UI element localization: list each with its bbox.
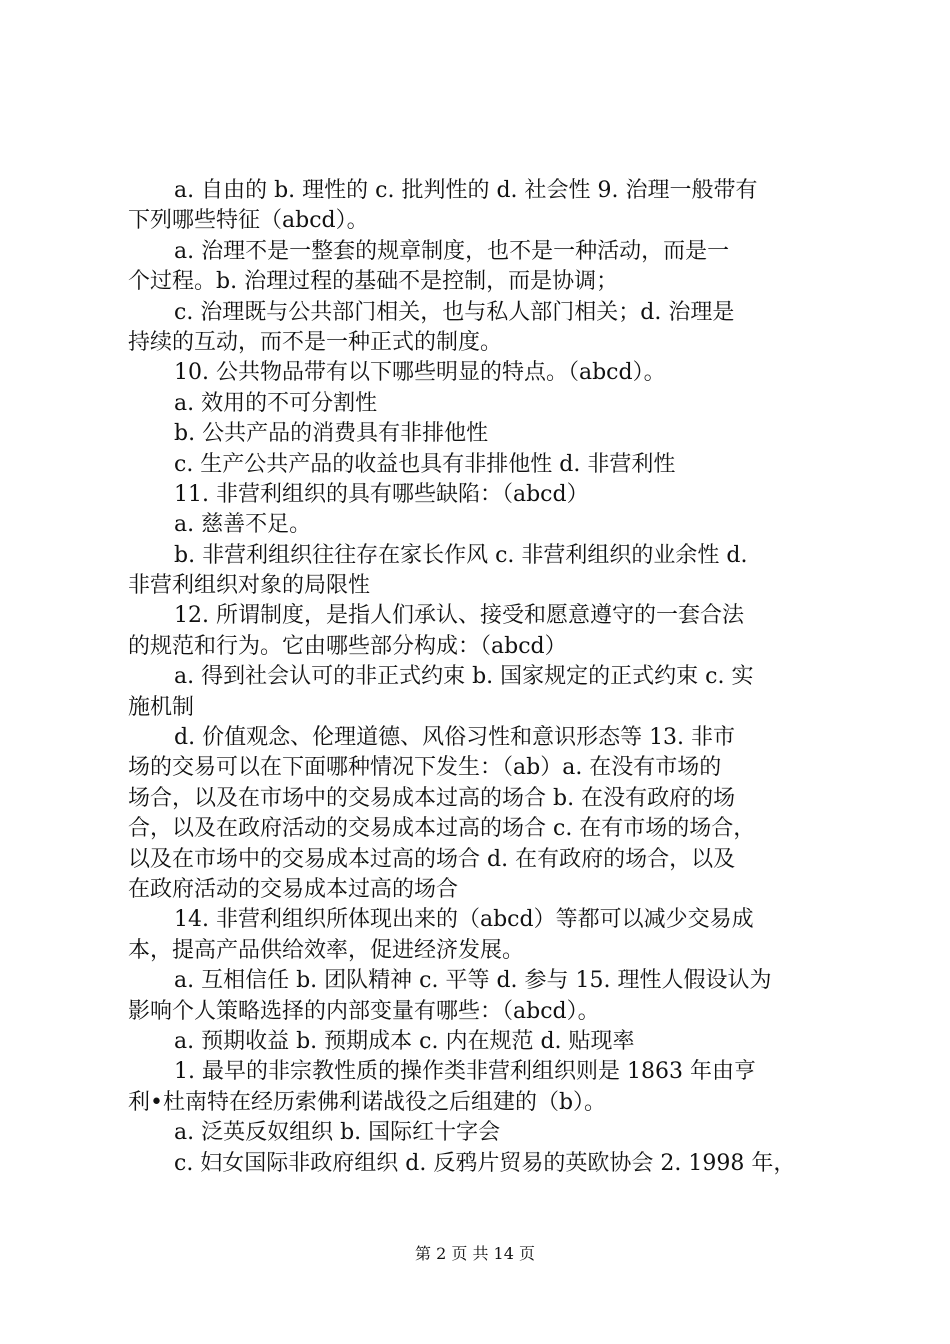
text-line: a. 泛英反奴组织 b. 国际红十字会 — [174, 1120, 501, 1146]
text-line: b. 非营利组织往往存在家长作风 c. 非营利组织的业余性 d. — [174, 542, 748, 568]
text-line: 以及在市场中的交易成本过高的场合 d. 在有政府的场合，以及 — [128, 846, 736, 872]
text-line: 14. 非营利组织所体现出来的（abcd）等都可以减少交易成 — [174, 907, 754, 933]
text-line: 11. 非营利组织的具有哪些缺陷：（abcd） — [174, 481, 589, 507]
text-line: c. 生产公共产品的收益也具有非排他性 d. 非营利性 — [174, 451, 676, 477]
text-line: a. 治理不是一整套的规章制度，也不是一种活动，而是一 — [174, 238, 730, 264]
text-line: 1. 最早的非宗教性质的操作类非营利组织则是 1863 年由亨 — [174, 1059, 756, 1085]
text-line: 的规范和行为。它由哪些部分构成：（abcd） — [128, 633, 567, 659]
text-line: b. 公共产品的消费具有非排他性 — [174, 421, 489, 447]
text-line: a. 慈善不足。 — [174, 512, 312, 538]
text-line: d. 价值观念、伦理道德、风俗习性和意识形态等 13. 非市 — [174, 725, 736, 751]
text-line: a. 效用的不可分割性 — [174, 390, 378, 416]
text-line: 利•杜南特在经历索佛利诺战役之后组建的（b）。 — [128, 1089, 607, 1115]
text-line: 非营利组织对象的局限性 — [128, 573, 371, 599]
document-body — [128, 176, 834, 1179]
text-line: 个过程。b. 治理过程的基础不是控制，而是协调； — [128, 269, 619, 295]
page-footer: 第 2 页 共 14 页 — [415, 1244, 535, 1263]
text-line: 10. 公共物品带有以下哪些明显的特点。（abcd）。 — [174, 360, 666, 386]
text-line: 持续的互动，而不是一种正式的制度。 — [128, 329, 503, 355]
text-line: 场合，以及在市场中的交易成本过高的场合 b. 在没有政府的场 — [128, 785, 736, 811]
text-line: a. 自由的 b. 理性的 c. 批判性的 d. 社会性 9. 治理一般带有 — [174, 178, 758, 203]
text-line: 在政府活动的交易成本过高的场合 — [128, 876, 459, 902]
text-line: a. 互相信任 b. 团队精神 c. 平等 d. 参与 15. 理性人假设认为 — [174, 968, 772, 994]
text-line: a. 得到社会认可的非正式约束 b. 国家规定的正式约束 c. 实 — [174, 664, 754, 690]
text-line: c. 治理既与公共部门相关，也与私人部门相关；d. 治理是 — [174, 299, 735, 325]
text-line: 场的交易可以在下面哪种情况下发生：（ab）a. 在没有市场的 — [128, 755, 722, 781]
text-line: a. 预期收益 b. 预期成本 c. 内在规范 d. 贴现率 — [174, 1028, 635, 1054]
text-line: c. 妇女国际非政府组织 d. 反鸦片贸易的英欧协会 2. 1998 年， — [174, 1150, 796, 1176]
text-line: 下列哪些特征（abcd）。 — [128, 208, 369, 234]
text-line: 合，以及在政府活动的交易成本过高的场合 c. 在有市场的场合， — [128, 816, 756, 842]
text-line: 影响个人策略选择的内部变量有哪些：（abcd）。 — [128, 998, 600, 1024]
text-line: 12. 所谓制度，是指人们承认、接受和愿意遵守的一套合法 — [174, 603, 744, 629]
text-line: 施机制 — [128, 694, 195, 720]
text-line: 本，提高产品供给效率，促进经济发展。 — [128, 937, 525, 963]
